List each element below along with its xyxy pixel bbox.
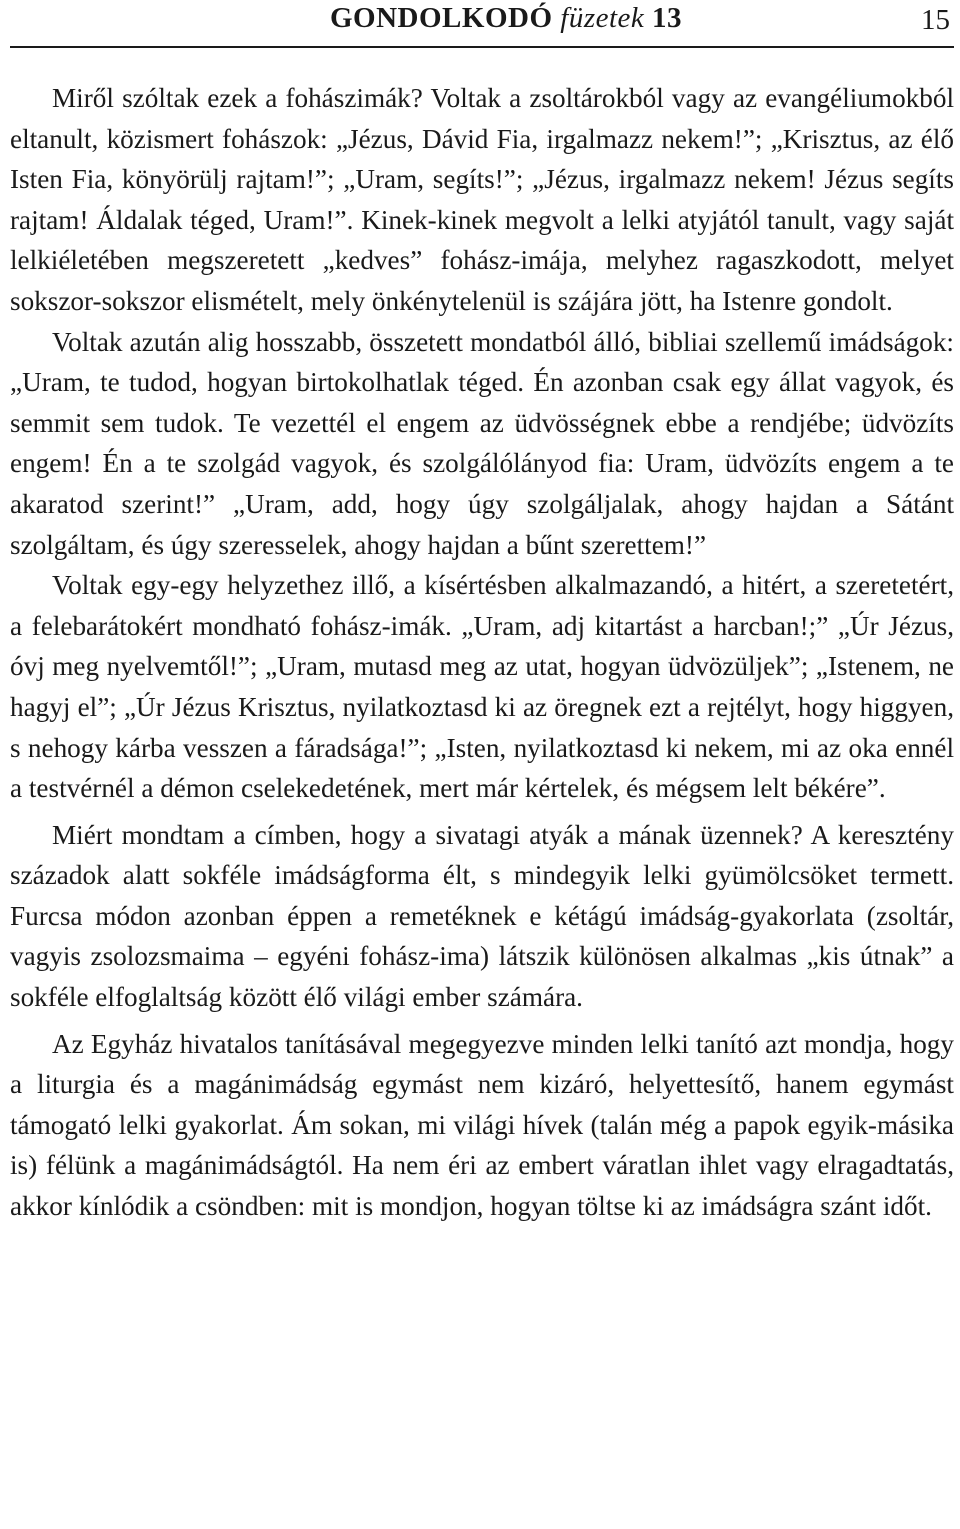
paragraph-2: Voltak azután alig hosszabb, összetett mondatból álló, bibliai szellemű imádságok: „Uram, te tudod, hogyan birtokolhatlak téged. Én azonban csak egy állat vagyok, és semmit sem tudok. Te vezettél el engem az üdvösségnek ebbe a rendjébe; üdvözíts engem! Én a te szolgád vagyok, és szolgálólányod fia: Uram, üdvözíts engem a te akaratod szerint!” „Uram, add, hogy úgy szolgáljalak, ahogy hajdan a Sátánt szolgáltam, és úgy szeresselek, ahogy hajdan a bűnt szerettem!” [10,326,954,560]
page-number: 15 [921,4,950,36]
body-text [10,78,954,1227]
document-page [10,0,954,1529]
journal-title-main: GONDOLKODÓ [330,2,553,34]
paragraph-5: Az Egyház hivatalos tanításával megegyezve minden lelki tanító azt mondja, hogy a liturgia és a magánimádság egymást nem kizáró, helyettesítő, hanem egymást támogató lelki gyakorlat. Ám sokan, mi világi hívek (talán még a papok egyik-másika is) félünk a magánimádságtól. Ha nem éri az embert váratlan ihlet vagy elragadtatás, akkor kínlódik a csöndben: mit is mondjon, hogyan töltse ki az imádságra szánt időt. [10,1028,954,1222]
paragraph-4: Miért mondtam a címben, hogy a sivatagi atyák a mának üzennek? A keresztény századok alatt sokféle imádságforma élt, s mindegyik lelki gyümölcsöket termett. Furcsa módon azonban éppen a remetéknek e kétágú imádság-gyakorlata (zsoltár, vagyis zsolozsmaima – egyéni fohász-ima) látszik különösen alkalmas „kis útnak” a sokféle elfoglaltság között élő világi ember számára. [10,819,954,1013]
journal-issue-number: 13 [652,2,683,34]
paragraph-1: Miről szóltak ezek a fohászimák? Voltak a zsoltárokból vagy az evangéliumokból eltanult, közismert fohászok: „Jézus, Dávid Fia, irgalmazz nekem!”; „Krisztus, az élő Isten Fia, könyörülj rajtam!”; „Uram, segíts!”; „Jézus, irgalmazz nekem! Jézus segíts rajtam! Áldalak téged, Uram!”. Kinek-kinek megvolt a lelki atyjától tanult, vagy saját lelkiéletében megszeretett „kedves” fohász-imája, melyhez ragaszkodott, melyet sokszor-sokszor elismételt, mely önkénytelenül is szájára jött, ha Istenre gondolt. [10,83,954,316]
running-header [10,0,954,48]
paragraph-3: Voltak egy-egy helyzethez illő, a kísértésben alkalmazandó, a hitért, a szeretetért, a felebarátokért mondható fohász-imák. „Uram, adj kitartást a harcban!;” „Úr Jézus, óvj meg nyelvemtől!”; „Uram, mutasd meg az utat, hogyan üdvözüljek”; „Istenem, ne hagyj el”; „Úr Jézus Krisztus, nyilatkoztasd ki az öregnek ezt a rejtélyt, hogy higgyen, s nehogy kárba vesszen a fáradsága!”; „Isten, nyilatkoztasd ki nekem, mi az oka ennél a testvérnél a démon cselekedetének, mert már kértelek, és mégsem lelt békére”. [10,570,954,804]
journal-title [330,2,682,35]
journal-title-italic: füzetek [560,2,645,34]
